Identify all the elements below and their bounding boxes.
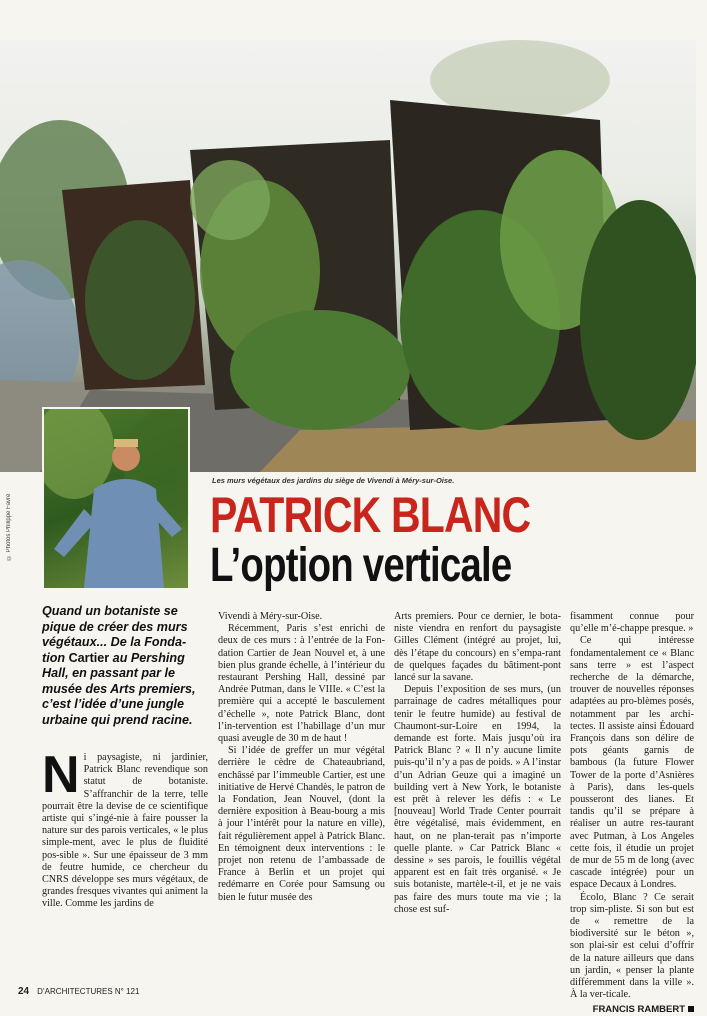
column-2-paragraph-2: Récemment, Paris s’est enrichi de deux de ces murs : à l’entrée de la Fon-dation Cartier de Jean Nouvel et, à une bien plus grande échelle, à l’intérieur du restaurant Pershing Hall, dessiné par Andrée Putman, dans le VIIIe. « C’est la première qui a accepté le basculement d’échelle », note Patrick Blanc, dont l’in-tervention est l’habillage d’un mur quasi aveugle de 30 m de haut ! (218, 623, 385, 745)
article-intro (42, 604, 208, 728)
photo-caption: Les murs végétaux des jardins du siège de Vivendi à Méry-sur-Oise. (212, 476, 455, 485)
author-name: FRANCIS RAMBERT (592, 1003, 685, 1015)
article-subtitle: L’option verticale (210, 539, 512, 592)
column-3-paragraph-2: Depuis l’exposition de ses murs, (un parrainage de cadres métalliques pour tenir le feutre humide) au festival de Chaumont-sur-Loire en 1994, la demande est forte. Mais jusqu’où ira Patrick Blanc ? « Il n’y aucune limite puis-qu’il n’y a pas de poids. » A l’instar d’un Adrian Geuze qui a imaginé un building vert à New York, le botaniste est prêt à relever les défis : « Le [nouveau] World Trade Center pourrait être végétalisé, mais évidemment, en haut, on ne plan-terait pas n’importe quelle plante. » Car Patrick Blanc « dessine » ses parois, le fouillis végétal apparent est en fait très organisé. « Je suis botaniste, martèle-t-il, et je ne vais pas faire des murs toute ma vie ; la chose est suf- (394, 684, 561, 915)
drop-cap: N (42, 746, 80, 804)
portrait-photo (42, 407, 190, 590)
column-2-paragraph-3: Si l’idée de greffer un mur végétal derrière le cèdre de Chateaubriand, enchâssé par l’immeuble Cartier, est une initiative de Hervé Chandès, le patron de la Fondation, Jean Nouvel, (dont la dernière exposition à Beau-bourg a mis à jour l’intérêt pour la nature en ville), fait régulièrement appel à Patrick Blanc. En témoignent deux interventions : le projet non retenu de l’ambassade de France à Berlin et un projet qui redémarre en Corée pour Samsung ou bien le futur musée des (218, 745, 385, 903)
column-1 (42, 746, 208, 911)
photo-credit: © Photos Philippe Favre (6, 493, 12, 560)
column-3 (394, 611, 561, 916)
page-number: 24 (18, 986, 30, 997)
portrait-illustration (44, 409, 188, 588)
column-4-paragraph-2: Ce qui intéresse fondamentalement ce « Blanc sans terre » est l’aspect recherche de la démarche, trouver de nouvelles réponses adaptées au pro-blèmes posés, notamment par les archi-tectes. Il assiste ainsi Édouard François dans son délire de pots géants garnis de bambous (la future Flower Tower de la porte d’Asnières à Paris), dans les-quels pousseront des lianes. Et tandis qu’il se prépare à réaliser un autre res-taurant avec Putman, à Los Angeles cette fois, il étudie un projet de mur de 55 m de long (avec cascade intégrée) pour un espace Decaux à Londres. (570, 635, 694, 891)
column-2-paragraph-1: Vivendi à Méry-sur-Oise. (218, 611, 323, 622)
column-4-paragraph-1: fisamment connue pour qu’elle m’é-chappe presque. » (570, 611, 694, 635)
publication-name: D’ARCHITECTURES N° 121 (37, 987, 140, 996)
author-signature (570, 1004, 694, 1016)
column-1-text: i paysagiste, ni jardinier, Patrick Blanc revendique son statut de botaniste. S’affranchir de la terre, telle pourrait être la devise de ce scientifique artiste qui s’ingé-nie à faire pousser la nature sur des parois verticales, « le plus simple-ment, avec le plus de fluidité pos-sible ». Sur une épaisseur de 3 mm de feutre humide, ce chercheur du CNRS développe ses murs végétaux, de grandes fresques vivantes qui animent la ville. Comme les jardins de (42, 752, 208, 910)
article-title: PATRICK BLANC (210, 487, 531, 543)
intro-text-1: Quand un botaniste se pique de créer des murs végétaux... De la Fonda-tion (42, 604, 188, 665)
column-3-paragraph-1: Arts premiers. Pour ce dernier, le bota-niste viendra en renfort du paysagiste Gilles Clément (intégré au projet, lui, dès l’étape du concours) en s’empa-rant de quelques façades du bâtiment-pont lancé sur la savane. (394, 611, 561, 684)
column-2 (218, 611, 385, 904)
intro-text-2: Cartier (68, 650, 110, 665)
page-footer (18, 986, 139, 997)
end-mark-icon (688, 1006, 694, 1012)
column-4 (570, 611, 694, 1016)
column-4-paragraph-3: Écolo, Blanc ? Ce serait trop sim-pliste. Si son but est de « remettre de la biodiversité sur le béton », son plai-sir est celui d’offrir de la nature ailleurs que dans un jardin, « penser la plante différemment dans la ville ». À la ver-ticale. (570, 891, 694, 1001)
intro-text-3: au Pershing Hall, en passant par le musée des Arts premiers, c’est l’idée d’une jungle urbaine qui prend racine. (42, 650, 196, 727)
